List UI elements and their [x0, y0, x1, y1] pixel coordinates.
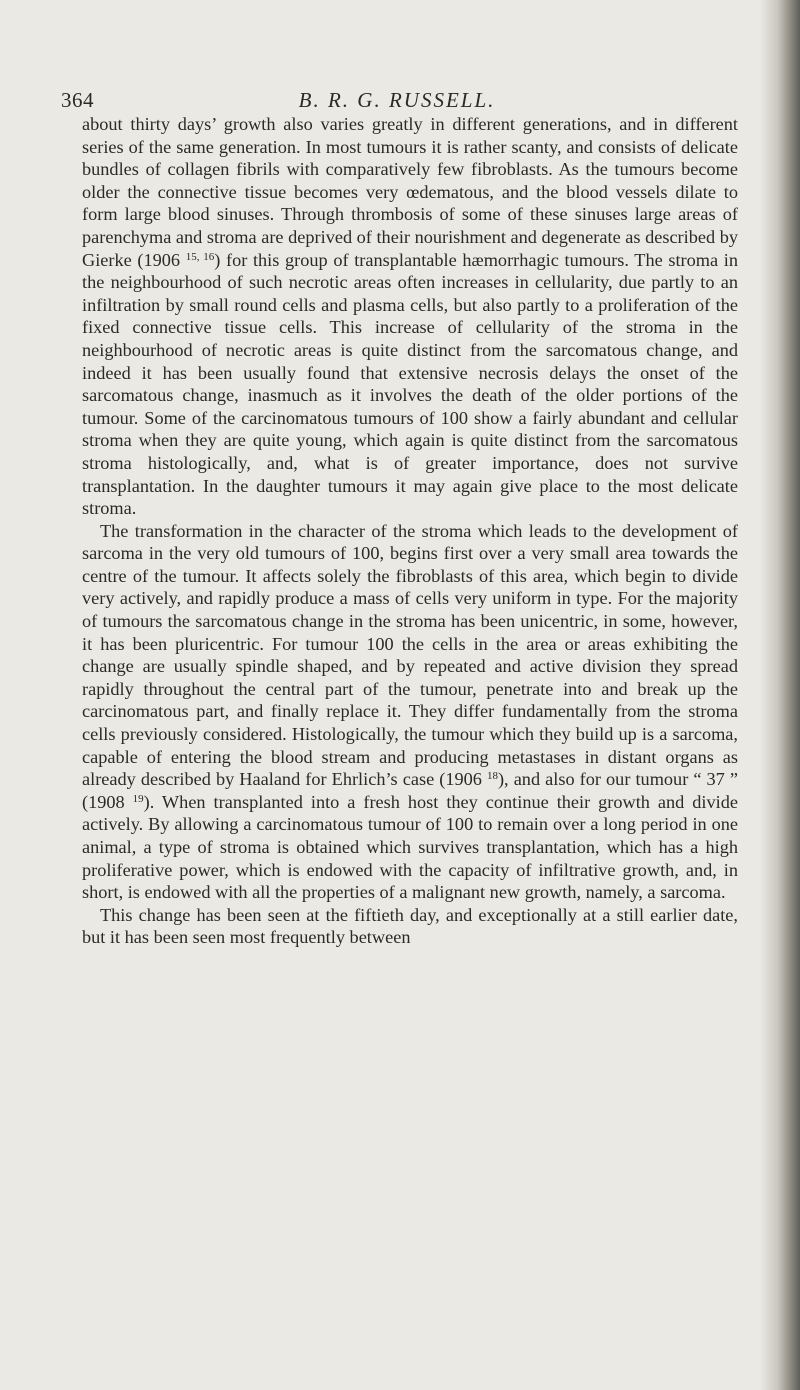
- running-head: B. R. G. RUSSELL.: [298, 88, 496, 112]
- citation-superscript: 19: [132, 792, 144, 805]
- paragraph-text: about thirty days’ growth also varies greatly in different generations, and in different series of the same generation. In most tumours it is rather scanty, and consists of delicate bundles of collagen fibrils with comparatively few fibroblasts. As the tumours become older the connective tissue becomes very œdematous, and the blood vessels dilate to form large blood sinuses. Through thrombosis of some of these sinuses large areas of parenchyma and stroma are deprived of their nourishment and degenerate as described by Gierke (1906: [82, 114, 738, 270]
- paragraph-text: This change has been seen at the fiftieth day, and exceptionally at a still earlier date, but it has been seen most frequently between: [82, 904, 738, 948]
- citation-superscript: 15, 16: [185, 250, 215, 263]
- page-number: 364: [61, 88, 94, 112]
- paragraph-text: The transformation in the character of the stroma which leads to the development of sarcoma in the very old tumours of 100, begins first over a very small area towards the centre of the tumour. It affects solely the fibroblasts of this area, which begin to divide very actively, and rapidly produce a mass of cells very uniform in type. For the majority of tumours the sarcomatous change in the stroma has been unicentric, in some, however, it has been pluricentric. For tumour 100 the cells in the area or areas exhibiting the change are usually spindle shaped, and by repeated and active division they spread rapidly throughout the central part of the tumour, penetrate into and break up the carcinomatous part, and finally replace it. They differ fundamentally from the stroma cells previously considered. Histologically, the tumour which they build up is a sarcoma, capable of entering the blood stream and producing metastases in distant organs as already described by Haaland for Ehrlich’s case (1906: [82, 520, 738, 790]
- paragraph: [82, 520, 738, 904]
- body-text: [82, 113, 738, 949]
- paragraph-text: ) for this group of transplantable hæmorrhagic tumours. The stroma in the neighbourhood of such necrotic areas often increases in cellularity, due partly to an infiltration by small round cells and plasma cells, but also partly to a proliferation of the fixed connective tissue cells. This increase of cellularity of the stroma in the neighbourhood of necrotic areas is quite distinct from the sarcomatous change, and indeed it has been usually found that extensive necrosis delays the onset of the sarcomatous change, inasmuch as it involves the death of the older portions of the tumour. Some of the carcinomatous tumours of 100 show a fairly abundant and cellular stroma when they are quite young, which again is quite distinct from the sarcomatous stroma histologically, and, what is of greater importance, does not survive transplantation. In the daughter tumours it may again give place to the most delicate stroma.: [82, 249, 738, 519]
- paragraph: [82, 113, 738, 520]
- paragraph: [82, 904, 738, 949]
- paragraph-text: ). When transplanted into a fresh host they continue their growth and divide actively. By allowing a carcinomatous tumour of 100 to remain over a long period in one animal, a type of stroma is obtained which survives transplantation, which has a high proliferative power, which is endowed with the capacity of infiltrative growth, and, in short, is endowed with all the properties of a malignant new growth, namely, a sarcoma.: [82, 791, 738, 903]
- paragraph-text: ), and also for our tumour “ 37 ” (1908: [82, 769, 738, 812]
- citation-superscript: 18: [486, 770, 498, 783]
- page-edge-shadow: [760, 0, 800, 1390]
- page-header: [61, 88, 733, 114]
